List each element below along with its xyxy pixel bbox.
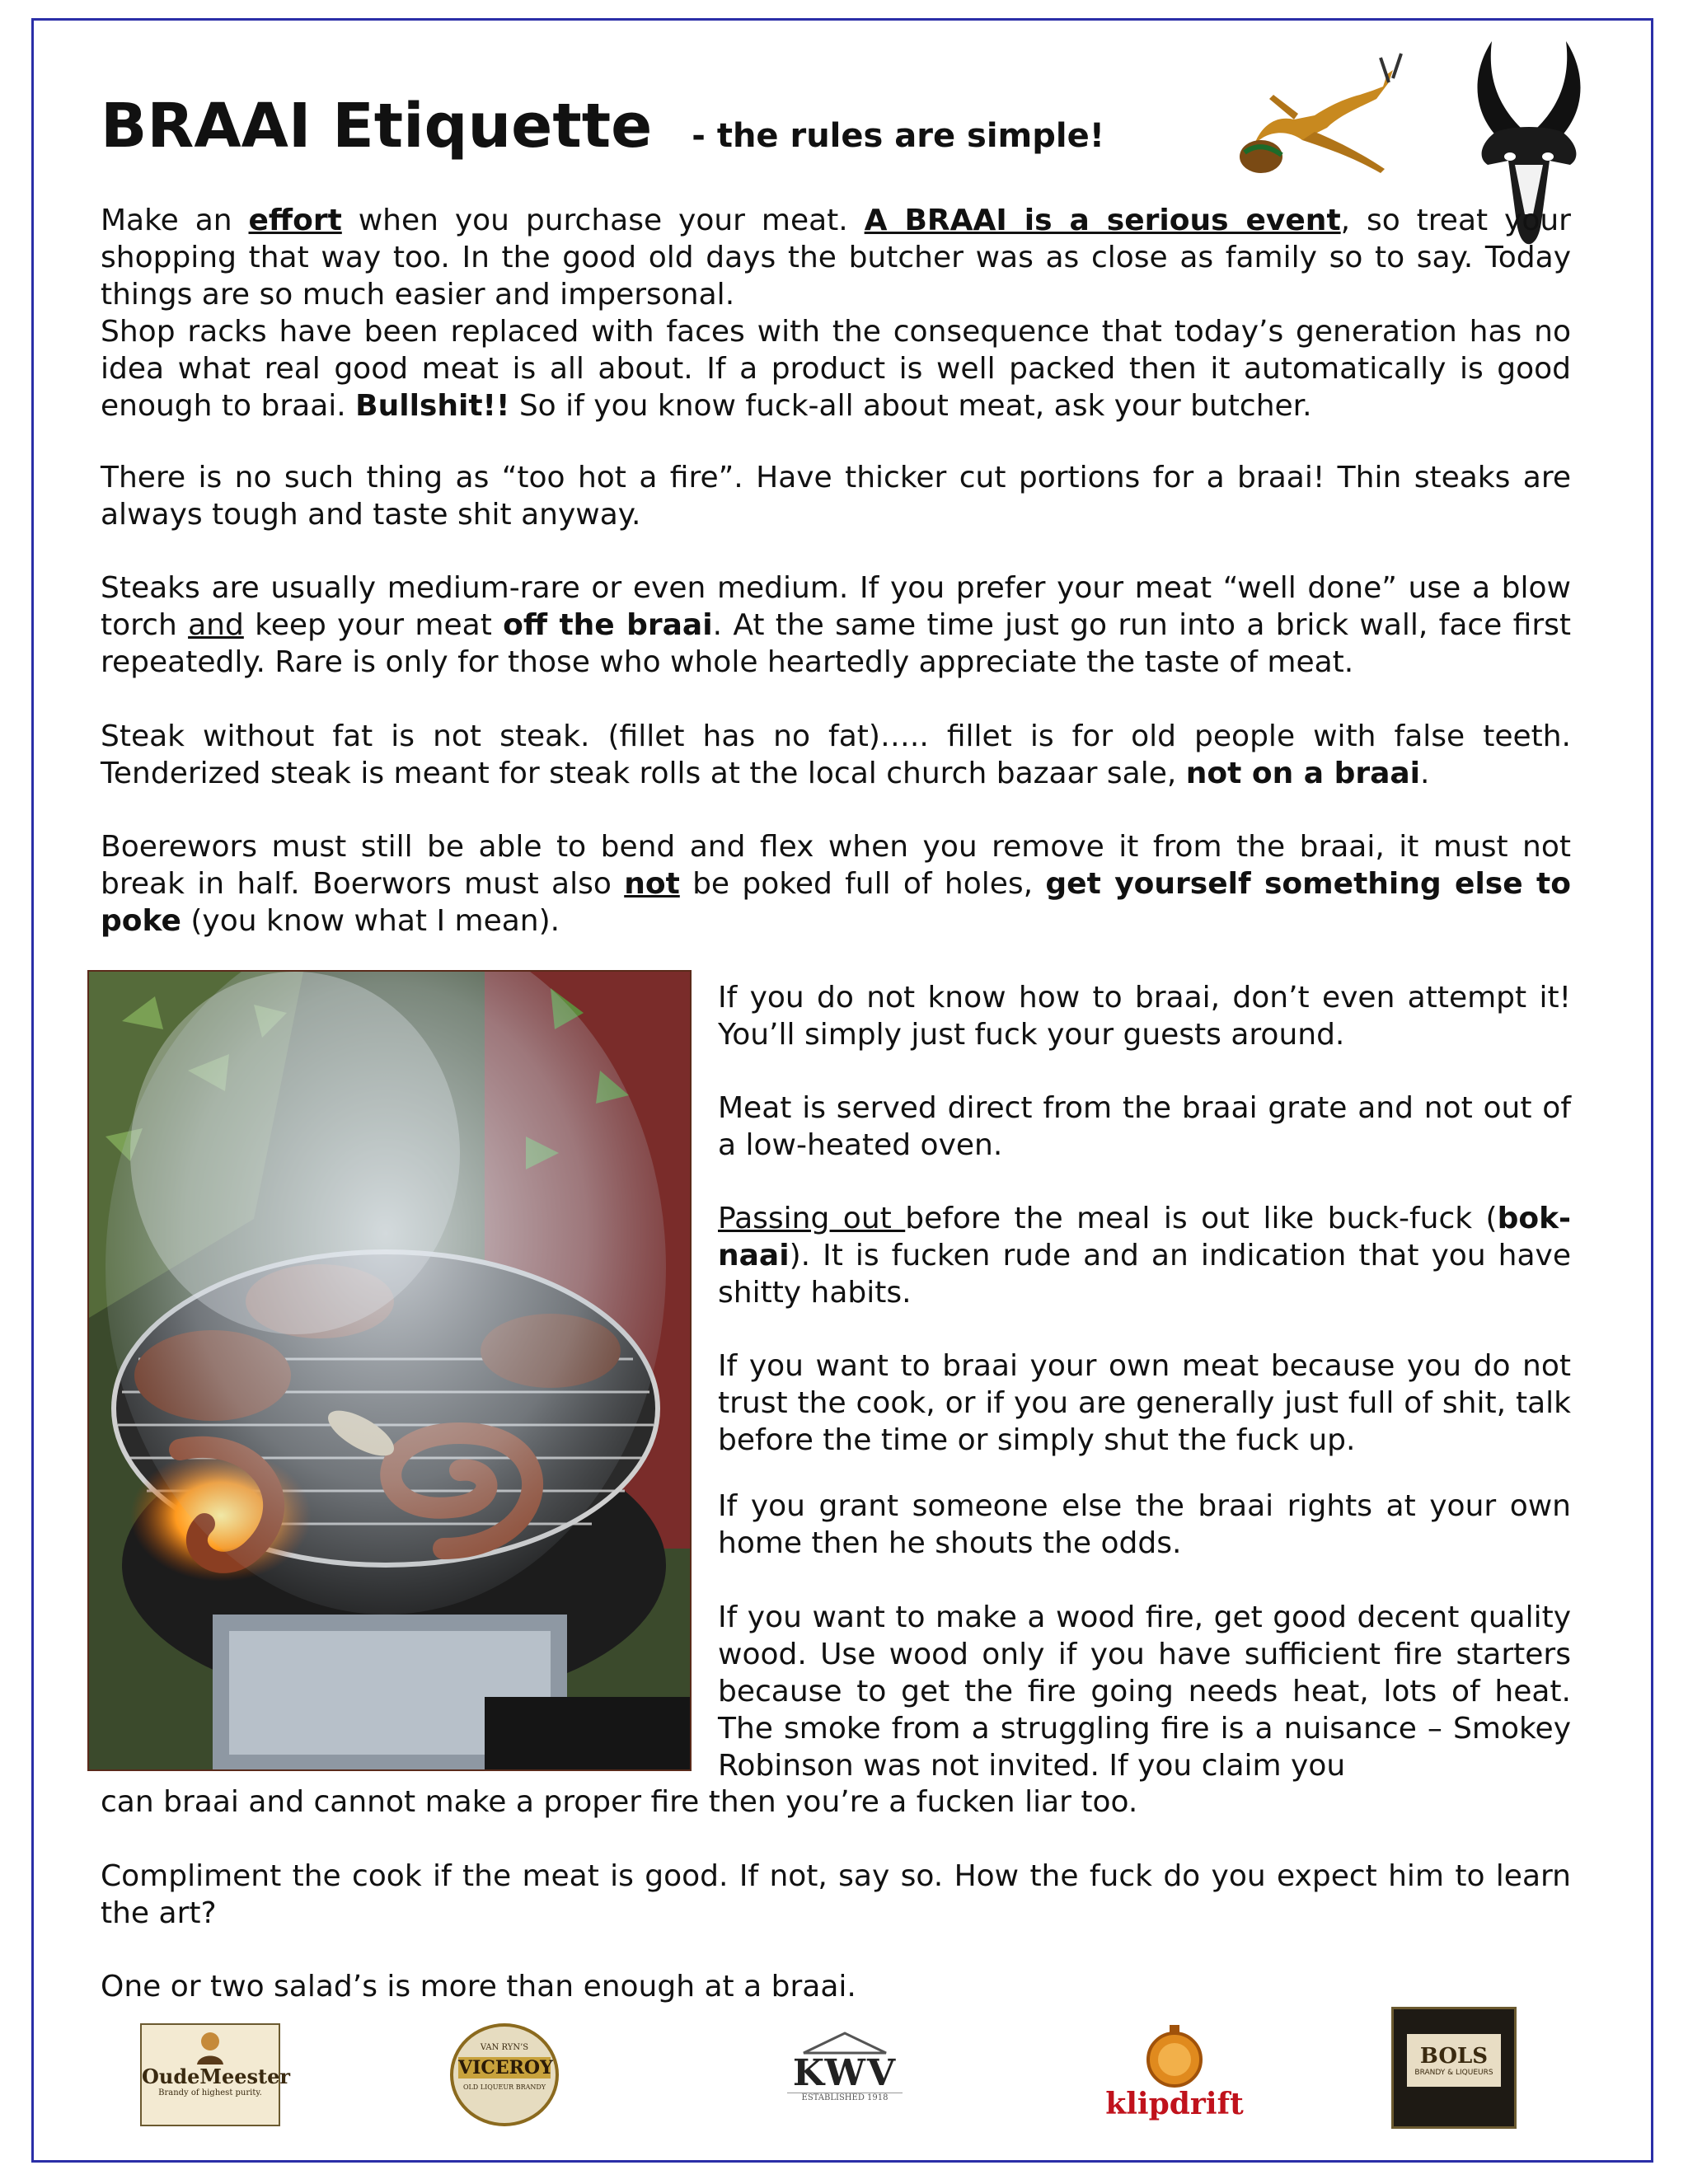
title-main: BRAAI Etiquette	[101, 91, 653, 162]
paragraph-salads: One or two salad’s is more than enough at a braai.	[101, 1970, 856, 2004]
page-title	[101, 91, 1104, 162]
paragraph-shopping: Make an effort when you purchase your meat. A BRAAI is a serious event, so treat your shopping that way too. In the good old days the butcher was as close as family so to say. Today things are so much easier and impersonal. Shop racks have been replaced with faces with the consequence that today’s generation has no idea what real good meat is all about. If a product is well packed then it automatically is good enough to braai. Bullshit!! So if you know fuck-all about meat, ask your butcher.	[101, 204, 1571, 423]
emph-passing-out: Passing out	[718, 1202, 906, 1235]
paragraph-own-meat: If you want to braai your own meat because you do not trust the cook, or if you are generally just full of shit, talk before the time or simply shut the fuck up.	[718, 1349, 1571, 1457]
emph-serious-event: A BRAAI is a serious event	[864, 204, 1341, 237]
springbok-leaping-icon	[1236, 49, 1409, 190]
pediment-icon	[799, 2030, 890, 2055]
paragraph-fat: Steak without fat is not steak. (fillet has no fat)….. fillet is for old people with false teeth. Tenderized steak is meant for steak rolls at the local church bazaar sale, not on a braai.	[101, 719, 1571, 790]
emph-effort: effort	[248, 204, 342, 237]
logo-viceroy: VAN RYN’S VICEROY OLD LIQUEUR BRANDY	[450, 2023, 559, 2126]
emph-not: not	[624, 867, 680, 901]
emph-and: and	[188, 608, 244, 642]
portrait-icon	[194, 2030, 227, 2064]
paragraph-compliment: Compliment the cook if the meat is good. If not, say so. How the fuck do you expect him to learn the art?	[101, 1859, 1571, 1930]
paragraph-wood-fire-end: can braai and cannot make a proper fire then you’re a fucken liar too.	[101, 1785, 1138, 1819]
title-subtitle: - the rules are simple!	[692, 117, 1104, 155]
paragraph-steaks: Steaks are usually medium-rare or even medium. If you prefer your meat “well done” use a blow torch and keep your meat off the braai. At the same time just go run into a brick wall, face first repeatedly. Rare is only for those who whole heartedly appreciate the taste of meat.	[101, 571, 1571, 679]
paragraph-braai-rights: If you grant someone else the braai rights at your own home then he shouts the odds.	[718, 1489, 1571, 1560]
logo-kwv: KWV ESTABLISHED 1918	[787, 2023, 903, 2126]
logo-oude-meester: OudeMeester Brandy of highest purity.	[140, 2023, 280, 2126]
paragraph-dont-attempt: If you do not know how to braai, don’t even attempt it! You’ll simply just fuck your guests around.	[718, 981, 1571, 1052]
emph-off-the-braai: off the braai	[503, 608, 713, 642]
emph-bok-naai: bok-naai	[718, 1202, 1571, 1272]
paragraph-boerewors: Boerewors must still be able to bend and flex when you remove it from the braai, it must not break in half. Boerwors must also not be poked full of holes, get yourself something else to poke (you know what I mean).	[101, 830, 1571, 938]
logo-klipdrift: klipdrift	[1092, 2023, 1257, 2126]
pocket-watch-icon	[1142, 2023, 1207, 2089]
emph-not-on-a-braai: not on a braai	[1185, 757, 1421, 790]
paragraph-passing-out: Passing out before the meal is out like buck-fuck (bok-naai). It is fucken rude and an indication that you have shitty habits.	[718, 1202, 1571, 1310]
emph-something-else: get yourself something else to poke	[101, 867, 1571, 938]
emph-bullshit: Bullshit!!	[355, 389, 510, 423]
paragraph-wood-fire: If you want to make a wood fire, get good decent quality wood. Use wood only if you have sufficient fire starters because to get the fire going needs heat, lots of heat. The smoke from a struggling fire is a nuisance – Smokey Robinson was not invited. If you claim you	[718, 1601, 1571, 1783]
braai-photo	[87, 970, 692, 1771]
paragraph-fire: There is no such thing as “too hot a fire”. Have thicker cut portions for a braai! Thin steaks are always tough and taste shit anyway.	[101, 461, 1571, 532]
logo-bols: BOLS BRANDY & LIQUEURS	[1391, 2007, 1517, 2129]
paragraph-served-direct: Meat is served direct from the braai grate and not out of a low-heated oven.	[718, 1091, 1571, 1162]
